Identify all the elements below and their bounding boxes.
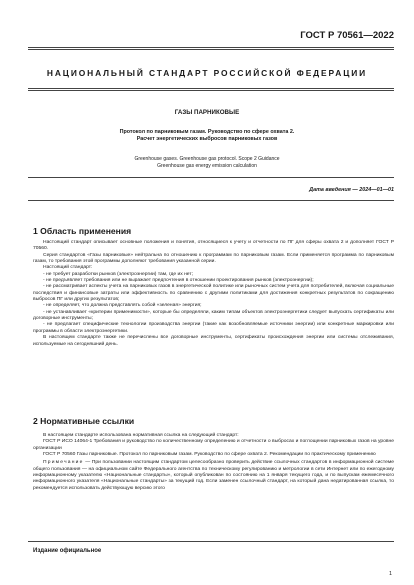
section-2-paragraph: В настоящем стандарте использована нормативная ссылка на следующий стандарт: [43, 433, 239, 438]
section-1-paragraph: Настоящий стандарт описывает основные положения и понятия, относящиеся к учету и отчетности по ПГ для сферы охвата 2 и дополняет ГОСТ Р 70560. [33, 240, 394, 252]
section-1-heading: 1 Область применения [33, 226, 132, 236]
english-title-line-1: Greenhouse gases. Greenhouse gas protocol. Scope 2 Guidance [134, 156, 280, 162]
standard-number: ГОСТ Р 70561—2022 [300, 30, 394, 41]
header-rule-top [28, 47, 394, 48]
page-number: 1 [388, 571, 392, 577]
section-1-paragraph: Настоящий стандарт: [43, 265, 93, 271]
english-title [0, 156, 414, 170]
section-1-list-item: - не определяет, что должна представлять собой «зеленая» энергия; [43, 303, 202, 309]
footer-rule [28, 541, 394, 542]
banner-rule-top [28, 88, 394, 89]
section-1-list-item: - не предъявляет требования или не выражает предпочтения в отношении проектирования рынков (электроэнергии); [43, 278, 314, 284]
section-1-list-item: - не устанавливает «критерии применимости», которые бы определяли, каким типам объектов электроэнергетики следует выпускать сертификаты или договорные инструменты; [33, 309, 394, 322]
document-title [0, 129, 414, 143]
section-1-paragraph: Серия стандартов «Газы парниковые» нейтральна по отношению к программам по парниковым газам. Если применяется программа по парниковым газам, то требования этой программы дополняют требования указанной серии. [33, 252, 394, 265]
title-line-2: Расчет энергетических выбросов парниковых газов [136, 136, 278, 143]
national-standard-banner: НАЦИОНАЛЬНЫЙ СТАНДАРТ РОССИЙСКОЙ ФЕДЕРАЦИИ [46, 68, 368, 78]
date-rule [28, 200, 394, 201]
section-1-body [33, 240, 394, 348]
banner-rule-bottom [28, 90, 394, 91]
title-rule [28, 177, 394, 178]
note-label: Примечание [43, 460, 84, 466]
english-title-line-2: Greenhouse gas energy emission calculation [157, 163, 257, 169]
title-line-1: Протокол по парниковым газам. Руководство по сфере охвата 2. [119, 129, 295, 135]
section-2-heading: 2 Нормативные ссылки [33, 416, 135, 426]
section-1-list-item: - не предлагает специфические технологии производства энергии (такие как возобновляемые источники энергии) или конкретные маркировки или программы в области электроэнергетики. [33, 322, 394, 334]
title-group: ГАЗЫ ПАРНИКОВЫЕ [174, 109, 240, 116]
introduction-date: Дата введения — 2024—01—01 [309, 187, 394, 193]
note-text: — При пользовании настоящим стандартом целесообразно проверить действие ссылочных стандартов в информационной системе общего пользования — на официальном сайте Федерального агентства по техническому регулированию и метрологии в сети Интернет или по ежегодному информационному указателю «Национальные стандарты», который опубликован по состоянию на 1 января текущего года, и по выпускам ежемесячного информационного указателя «Национальные стандарты» за текущий год. Если заменен ссылочный стандарт, на который дана недатированная ссылка, то рекомендуется использовать действующую версию этого [33, 460, 394, 491]
header-rule-bottom [28, 49, 394, 50]
section-2-note [33, 460, 394, 492]
section-1-list-item: - не требует разработки рынков (электроэнергии) там, где их нет; [43, 271, 194, 277]
section-1-list-item: - не рассматривает аспекты учета на парниковых газов в энергетической политике или рыночных систем учета для потребителей, включая социальные последствия и финансовые затраты или эффективность по сравнению с другими политиками для достижения конкретных результатов по сокращению выбросов ПГ или других результатов; [33, 284, 394, 303]
section-1-paragraph: В настоящем стандарте также не перечислены все договорные инструменты, сертификаты происхождения энергии или системы отслеживания, используемые на сегодняшний день. [33, 335, 394, 347]
normative-reference: ГОСТ Р 70560 Газы парниковые. Протокол по парниковым газам. Руководство по сфере охвата 2. Рекомендации по практическому применению [43, 452, 376, 458]
normative-reference: ГОСТ Р ИСО 14064-1 Требования и руководство по количественному определению и отчетности о выбросах и поглощении парниковых газов на уровне организации [33, 439, 394, 451]
section-2-body [33, 433, 394, 492]
official-edition-label: Издание официальное [33, 548, 102, 554]
